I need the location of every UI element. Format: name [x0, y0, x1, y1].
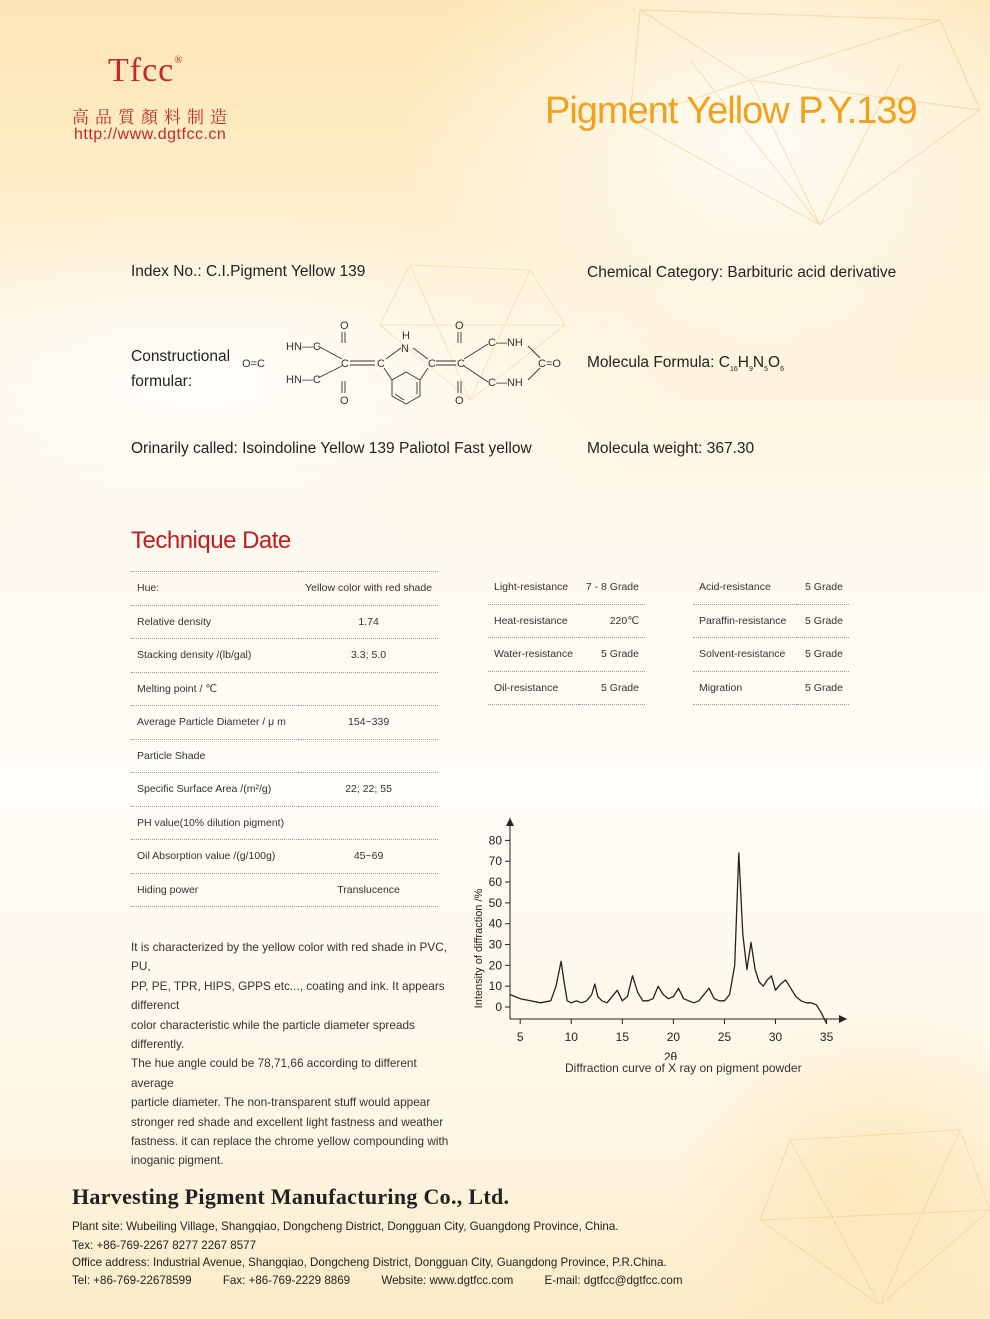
- y-tick-label: 80: [488, 833, 502, 848]
- row-value: 5 Grade: [579, 638, 645, 672]
- x-tick-label: 5: [516, 1030, 524, 1044]
- row-label: Relative density: [131, 605, 299, 639]
- row-value: [299, 739, 438, 773]
- table-row: [131, 773, 438, 807]
- plant-address: Plant site: Wubeiling Village, Shangqiao, Dongcheng District, Dongguan City, Guangdong Province, China.: [72, 1220, 619, 1233]
- table-row: [131, 873, 438, 907]
- description-text: [131, 938, 461, 1171]
- row-label: Migration: [693, 671, 797, 705]
- y-tick-label: 20: [488, 958, 502, 973]
- y-tick-label: 30: [488, 937, 502, 952]
- row-label: Melting point / ℃: [131, 672, 299, 706]
- xrd-chart: [462, 800, 862, 1060]
- struct-o-bottom-left: O: [340, 395, 349, 407]
- struct-hn-c-top: HN—C: [286, 341, 321, 353]
- table-row: [131, 672, 438, 706]
- struct-h: H: [402, 330, 410, 342]
- chart-caption: Diffraction curve of X ray on pigment powder: [565, 1061, 802, 1075]
- table-row: [131, 572, 438, 606]
- website-url[interactable]: http://www.dgtfcc.cn: [74, 126, 227, 143]
- tex-number: Tex: +86-769-2267 8277 2267 8577: [72, 1239, 257, 1252]
- x-tick-label: 15: [615, 1030, 630, 1044]
- description-line: PP, PE, TPR, HIPS, GPPS etc..., coating and ink. It appears differenct: [131, 978, 445, 1013]
- row-value: 7 - 8 Grade: [579, 571, 645, 604]
- row-value: 5 Grade: [797, 671, 849, 705]
- description-line: particle diameter. The non-transparent stuff would appear: [131, 1095, 431, 1110]
- structural-formula: [238, 316, 570, 410]
- row-label: Heat-resistance: [488, 604, 579, 638]
- row-value: Yellow color with red shade: [299, 572, 438, 606]
- x-axis-label: 2θ: [663, 1050, 678, 1060]
- description-line: inoganic pigment.: [131, 1153, 224, 1168]
- row-label: Paraffin-resistance: [693, 604, 797, 638]
- table-row: [693, 571, 849, 604]
- table-row: [131, 639, 438, 673]
- email-link[interactable]: E-mail: dgtfcc@dgtfcc.com: [544, 1274, 683, 1287]
- table-row: [693, 604, 849, 638]
- index-number: Index No.: C.I.Pigment Yellow 139: [131, 263, 366, 280]
- row-label: Stacking density /(lb/gal): [131, 639, 299, 673]
- struct-c-right2: C: [457, 358, 465, 370]
- description-line: stronger red shade and excellent light fastness and weather: [131, 1114, 444, 1129]
- struct-n: N: [401, 343, 409, 355]
- diamond-decoration-bottom: [740, 1120, 990, 1310]
- x-tick-label: 35: [819, 1030, 834, 1044]
- table-row: [131, 739, 438, 773]
- y-tick-label: 0: [495, 1000, 502, 1014]
- row-label: Acid-resistance: [693, 571, 797, 604]
- row-value: 1.74: [299, 605, 438, 639]
- x-tick-label: 20: [666, 1030, 681, 1044]
- row-label: Water-resistance: [488, 638, 579, 672]
- struct-c-eq-o: C=O: [538, 358, 561, 370]
- y-tick-label: 60: [488, 875, 502, 890]
- struct-c-mid: C: [377, 358, 385, 370]
- row-label: Oil-resistance: [488, 671, 579, 705]
- x-tick-label: 10: [564, 1030, 578, 1044]
- row-value: 5 Grade: [797, 604, 849, 638]
- struct-c-left: C: [341, 358, 349, 370]
- product-title: Pigment Yellow P.Y.139: [545, 90, 917, 132]
- row-label: Oil Absorption value /(g/100g): [131, 840, 299, 874]
- chemical-category: Chemical Category: Barbituric acid derivative: [587, 264, 897, 281]
- struct-hn-c-bottom: HN—C: [286, 374, 321, 386]
- technique-table-left: [131, 571, 438, 907]
- struct-o-top-left: O: [340, 320, 349, 332]
- row-label: Solvent-resistance: [693, 638, 797, 672]
- row-value: [299, 672, 438, 706]
- x-tick-label: 25: [717, 1030, 732, 1044]
- y-axis-arrow: [506, 818, 514, 826]
- struct-o-bottom-right: O: [455, 395, 464, 407]
- row-value: 45~69: [299, 840, 438, 874]
- y-axis-label: Intensity of diffraction /%: [473, 888, 485, 1009]
- struct-o-top-right: O: [455, 320, 464, 332]
- tel-number: Tel: +86-769-22678599: [72, 1274, 192, 1287]
- row-label: PH value(10% dilution pigment): [131, 806, 299, 840]
- row-label: Specific Surface Area /(m²/g): [131, 773, 299, 807]
- row-value: 5 Grade: [797, 571, 849, 604]
- y-tick-label: 50: [488, 895, 502, 910]
- row-value: 154~339: [299, 706, 438, 740]
- technique-table-mid: [488, 571, 645, 705]
- row-label: Average Particle Diameter / μ m: [131, 706, 299, 740]
- technique-title: Technique Date: [131, 527, 291, 554]
- description-line: fastness. it can replace the chrome yellow compounding with: [131, 1134, 449, 1149]
- description-line: The hue angle could be 78,71,66 according to different average: [131, 1056, 417, 1090]
- description-line: color characteristic while the particle diameter spreads differently.: [131, 1017, 415, 1052]
- contact-line: [72, 1274, 683, 1287]
- struct-c-nh-top: C—NH: [488, 337, 523, 349]
- table-row: [488, 604, 645, 638]
- row-value: 5 Grade: [579, 671, 645, 705]
- row-value: 22; 22; 55: [299, 773, 438, 807]
- technique-table-right: [693, 571, 849, 705]
- row-label: Particle Shade: [131, 739, 299, 773]
- struct-o-eq-c: O=C: [242, 358, 265, 370]
- molecular-weight: Molecula weight: 367.30: [587, 440, 755, 457]
- office-address: Office address: Industrial Avenue, Shangqiao, Dongcheng District, Dongguan City, Guangdong Province, P.R.China.: [72, 1256, 667, 1269]
- y-tick-label: 70: [488, 854, 502, 869]
- row-value: [299, 806, 438, 840]
- row-label: Hiding power: [131, 873, 299, 907]
- table-row: [693, 638, 849, 672]
- website-link[interactable]: Website: www.dgtfcc.com: [381, 1274, 514, 1287]
- struct-c-right1: C: [428, 358, 436, 370]
- y-tick-label: 40: [488, 916, 502, 931]
- diffraction-curve: [510, 853, 827, 1024]
- table-row: [131, 605, 438, 639]
- table-row: [488, 571, 645, 604]
- molecular-formula: Molecula Formula: $C_{16}H_9N_5O_6$: [587, 354, 784, 374]
- description-line: It is characterized by the yellow color with red shade in PVC, PU,: [131, 940, 448, 974]
- table-row: [693, 671, 849, 705]
- company-name: Harvesting Pigment Manufacturing Co., Ltd.: [72, 1184, 510, 1209]
- row-value: 220℃: [579, 604, 645, 638]
- table-row: [131, 806, 438, 840]
- struct-c-nh-bottom: C—NH: [488, 377, 523, 389]
- table-row: [488, 671, 645, 705]
- y-tick-label: 10: [488, 979, 502, 994]
- x-axis-arrow: [839, 1015, 847, 1023]
- brand-logo: Tfcc®: [108, 52, 184, 89]
- chinese-tagline: 高品質顏料制造: [72, 108, 233, 128]
- row-label: Light-resistance: [488, 571, 579, 604]
- row-value: 5 Grade: [797, 638, 849, 672]
- row-value: Translucence: [299, 873, 438, 907]
- table-row: [131, 840, 438, 874]
- row-label: Hue:: [131, 572, 299, 606]
- table-row: [488, 638, 645, 672]
- ordinarily-called: Orinarily called: Isoindoline Yellow 139 Paliotol Fast yellow: [131, 440, 532, 457]
- fax-number: Fax: +86-769-2229 8869: [222, 1274, 351, 1287]
- table-row: [131, 706, 438, 740]
- row-value: 3.3; 5.0: [299, 639, 438, 673]
- constructional-label: Constructional formular:: [131, 348, 231, 390]
- x-tick-label: 30: [768, 1030, 783, 1044]
